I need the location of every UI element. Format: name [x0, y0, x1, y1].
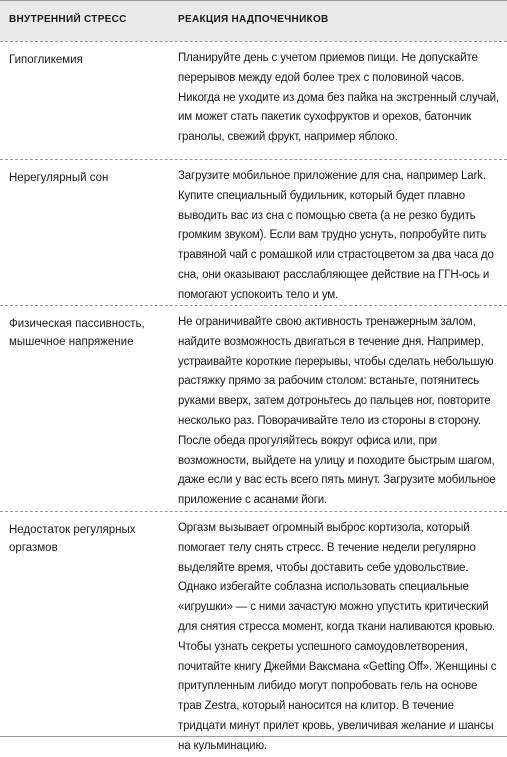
header-adrenal-reaction: РЕАКЦИЯ НАДПОЧЕЧНИКОВ: [178, 14, 329, 25]
reaction-cell: Не ограничивайте свою активность тренажерным залом, найдите возможность двигаться в течение дня. Например, устраивайте короткие перерывы, чтобы сделать небольшую растяжку прямо за рабочим столом: встаньте, потянитесь руками вверх, затем дотроньтесь до пальцев ног, повторите несколько раз. Поворачивайте тело из стороны в сторону. После обеда прогуляйтесь вокруг офиса или, при возможности, выйдете на улицу и походите быстрым шагом, даже если у вас есть всего пять минут. Загрузите мобильное приложение с асанами йоги.: [178, 316, 496, 507]
table-row: [0, 159, 507, 305]
reaction-cell: Оргазм вызывает огромный выброс кортизола, который помогает телу снять стресс. В течение недели регулярно выделяйте время, чтобы доставить себе удовольствие. Однако избегайте соблазна использовать специальные «игрушки» — с ними зачастую можно упустить критический для снятия стресса момент, когда ткани наливаются кровью. Чтобы узнать секреты успешного самоудовлетворения, почитайте книгу Джейми Ваксмана «Getting Off». Женщины с притупленным либидо могут попробовать гель на основе трав Zestra, который наносится на клитор. В течение тридцати минут прилет кровь, увеличивая желание и шансы на кульминацию.: [178, 522, 497, 752]
table-row: [0, 41, 507, 159]
stress-cell: Физическая пассивность, мышечное напряжение: [9, 318, 145, 348]
table-row: [0, 305, 507, 511]
stress-cell: Гипогликемия: [9, 54, 83, 66]
table-row: [0, 511, 507, 752]
header-internal-stress: ВНУТРЕННИЙ СТРЕСС: [9, 14, 127, 25]
stress-cell: Недостаток регулярных оргазмов: [9, 524, 136, 554]
reaction-cell: Планируйте день с учетом приемов пищи. Не допускайте перерывов между едой более трех с половиной часов. Никогда не уходите из дома без пайка на экстренный случай, им может стать пакетик сухофруктов и орехов, батончик гранолы, свежий фрукт, например яблоко.: [178, 52, 499, 144]
stress-cell: Нерегулярный сон: [9, 172, 109, 184]
table-header: [0, 1, 507, 41]
reaction-cell: Загрузите мобильное приложение для сна, например Lark. Купите специальный будильник, который будет плавно выводить вас из сна с помощью света (а не резко будить громким звуком). Если вам трудно уснуть, попробуйте пить травяной чай с ромашкой или страстоцветом за два часа до сна, они оказывают расслабляющее действие на ГГН-ось и помогают успокоить тело и ум.: [178, 170, 494, 301]
